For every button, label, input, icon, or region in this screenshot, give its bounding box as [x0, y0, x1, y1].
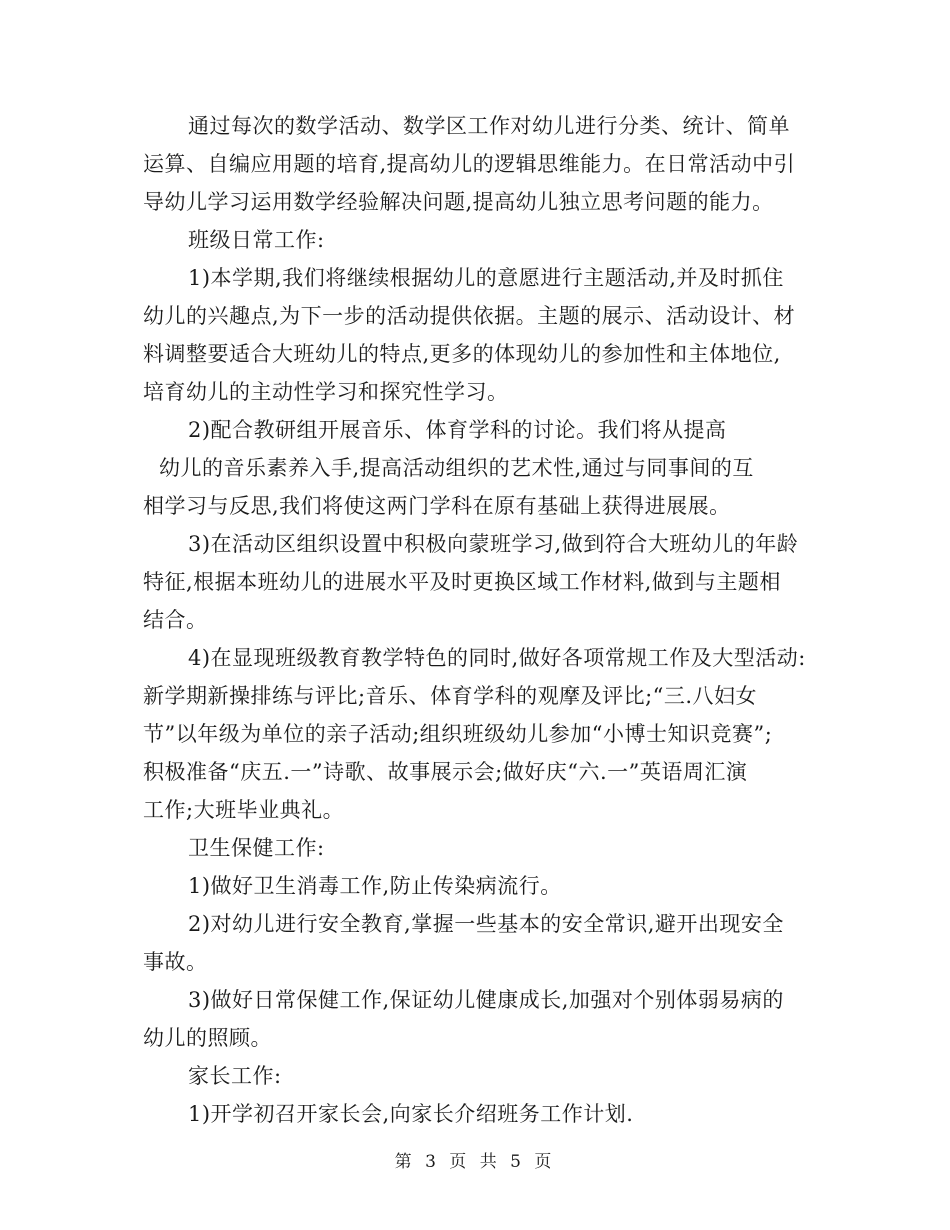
text-line: 3)在活动区组织设置中积极向蒙班学习,做到符合大班幼儿的年龄 — [188, 532, 799, 556]
text-line: 3)做好日常保健工作,保证幼儿健康成长,加强对个别体弱易病的 — [188, 988, 784, 1012]
text-line: 幼儿的音乐素养入手,提高活动组织的艺术性,通过与同事间的互 — [159, 456, 754, 480]
text-line: 工作;大班毕业典礼。 — [143, 798, 345, 822]
section-heading: 班级日常工作: — [188, 228, 325, 252]
text-line: 导幼儿学习运用数学经验解决问题,提高幼儿独立思考问题的能力。 — [143, 190, 774, 214]
section-heading: 家长工作: — [188, 1064, 282, 1088]
text-line: 事故。 — [143, 950, 208, 974]
text-line: 结合。 — [143, 608, 208, 632]
text-line: 通过每次的数学活动、数学区工作对幼儿进行分类、统计、简单 — [188, 114, 790, 138]
text-line: 积极准备“庆五.一”诗歌、故事展示会;做好庆“六.一”英语周汇演 — [143, 760, 748, 784]
text-line: 1)做好卫生消毒工作,防止传染病流行。 — [188, 874, 562, 898]
text-line: 培育幼儿的主动性学习和探究性学习。 — [143, 380, 509, 404]
text-line: 新学期新操排练与评比;音乐、体育学科的观摩及评比;“三.八妇女 — [143, 684, 758, 708]
text-line: 2)对幼儿进行安全教育,掌握一些基本的安全常识,避开出现安全 — [188, 912, 784, 936]
text-line: 1)本学期,我们将继续根据幼儿的意愿进行主题活动,并及时抓住 — [188, 266, 784, 290]
text-line: 相学习与反思,我们将使这两门学科在原有基础上获得进展展。 — [143, 494, 731, 518]
page-number-footer: 第 3 页 共 5 页 — [394, 1152, 556, 1172]
text-line: 4)在显现班级教育教学特色的同时,做好各项常规工作及大型活动: — [188, 646, 806, 670]
text-line: 幼儿的照顾。 — [143, 1026, 272, 1050]
text-line: 特征,根据本班幼儿的进展水平及时更换区域工作材料,做到与主题相 — [143, 570, 781, 594]
text-line: 运算、自编应用题的培育,提高幼儿的逻辑思维能力。在日常活动中引 — [143, 152, 796, 176]
text-line: 2)配合教研组开展音乐、体育学科的讨论。我们将从提高 — [188, 418, 727, 442]
text-line: 节”以年级为单位的亲子活动;组织班级幼儿参加“小博士知识竞赛”; — [143, 722, 773, 746]
text-line: 料调整要适合大班幼儿的特点,更多的体现幼儿的参加性和主体地位, — [143, 342, 781, 366]
text-line: 幼儿的兴趣点,为下一步的活动提供依据。主题的展示、活动设计、材 — [143, 304, 796, 328]
text-line: 1)开学初召开家长会,向家长介绍班务工作计划. — [188, 1102, 634, 1126]
section-heading: 卫生保健工作: — [188, 836, 325, 860]
